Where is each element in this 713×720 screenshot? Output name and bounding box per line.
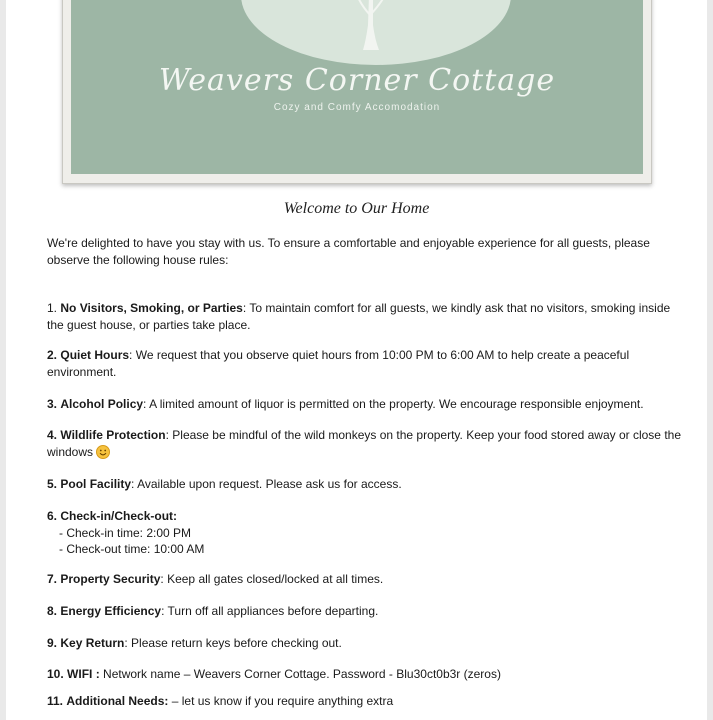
rule-title: Quiet Hours: [60, 348, 130, 362]
rule-text: Please return keys before checking out.: [127, 636, 342, 650]
rule-separator: :: [129, 348, 133, 362]
intro-paragraph: We're delighted to have you stay with us. To ensure a comfortable and enjoyable experience for all guests, please observe the following house rules:: [47, 236, 650, 267]
rule-text: We request that you observe quiet hours from 10:00 PM to 6:00 AM to help create a peaceful environment.: [47, 348, 630, 379]
rule-number: 1.: [47, 301, 58, 315]
rule-item: [47, 300, 687, 333]
rule-text: A limited amount of liquor is permitted on the property. We encourage responsible enjoyment.: [146, 397, 644, 411]
rule-item: [47, 693, 687, 710]
rule-item: [47, 635, 687, 652]
rule-title: No Visitors, Smoking, or Parties: [60, 301, 243, 315]
rule-number: 6.: [47, 509, 58, 523]
rule-number: 4.: [47, 428, 58, 442]
document-page: [6, 0, 707, 720]
rule-text: – let us know if you require anything extra: [168, 694, 394, 708]
rule-number: 8.: [47, 604, 58, 618]
rule-item: [47, 476, 687, 493]
rule-item: [47, 396, 687, 413]
rule-separator: :: [124, 636, 128, 650]
rule-title: Additional Needs:: [66, 694, 169, 708]
rule-text: Please be mindful of the wild monkeys on the property. Keep your food stored away or close the windows: [47, 428, 681, 459]
rule-number: 11.: [47, 694, 64, 708]
rule-title: WIFI :: [67, 667, 100, 681]
page-edge-right: [707, 0, 713, 720]
rule-number: 10.: [47, 667, 64, 681]
rule-item: [47, 427, 687, 460]
checkin-time: - Check-in time: 2:00 PM: [59, 525, 192, 540]
rule-number: 5.: [47, 477, 58, 491]
tree-icon: [351, 0, 391, 53]
banner-title: Weavers Corner Cottage: [158, 63, 556, 98]
rule-item: [47, 666, 687, 683]
rule-item: [47, 347, 687, 380]
rule-text: Turn off all appliances before departing.: [164, 604, 379, 618]
rule-text: Keep all gates closed/locked at all times.: [163, 572, 384, 586]
banner-subtitle: Cozy and Comfy Accomodation: [273, 102, 441, 113]
rule-text: To maintain comfort for all guests, we kindly ask that no visitors, smoking inside the guest house, or parties take place.: [47, 301, 671, 332]
rule-item: [47, 571, 687, 588]
rule-title: Check-in/Check-out: [60, 509, 174, 523]
banner-frame: [62, 0, 652, 184]
rule-separator: :: [173, 509, 178, 523]
rule-number: 3.: [47, 397, 58, 411]
rule-separator: :: [131, 477, 135, 491]
checkout-time: - Check-out time: 10:00 AM: [59, 542, 205, 556]
rule-separator: :: [165, 428, 169, 442]
rule-number: 9.: [47, 636, 58, 650]
rule-title: Pool Facility: [60, 477, 132, 491]
page-title: Welcome to Our Home: [283, 200, 430, 217]
rule-title: Key Return: [60, 636, 125, 650]
rule-number: 7.: [47, 572, 58, 586]
rule-separator: :: [160, 572, 164, 586]
rule-number: 2.: [47, 348, 58, 362]
rule-text: Available upon request. Please ask us for access.: [134, 477, 402, 491]
rule-title: Energy Efficiency: [60, 604, 162, 618]
banner: [71, 0, 643, 174]
smiley-icon: [96, 445, 110, 459]
rule-separator: :: [242, 301, 247, 315]
rule-separator: :: [161, 604, 165, 618]
rule-title: Alcohol Policy: [60, 397, 144, 411]
rule-item: [47, 603, 687, 620]
rule-text: Network name – Weavers Corner Cottage. Password - Blu30ct0b3r (zeros): [99, 667, 501, 681]
rule-separator: :: [143, 397, 147, 411]
rule-title: Property Security: [60, 572, 161, 586]
rule-item: [47, 508, 687, 558]
rule-title: Wildlife Protection: [60, 428, 166, 442]
